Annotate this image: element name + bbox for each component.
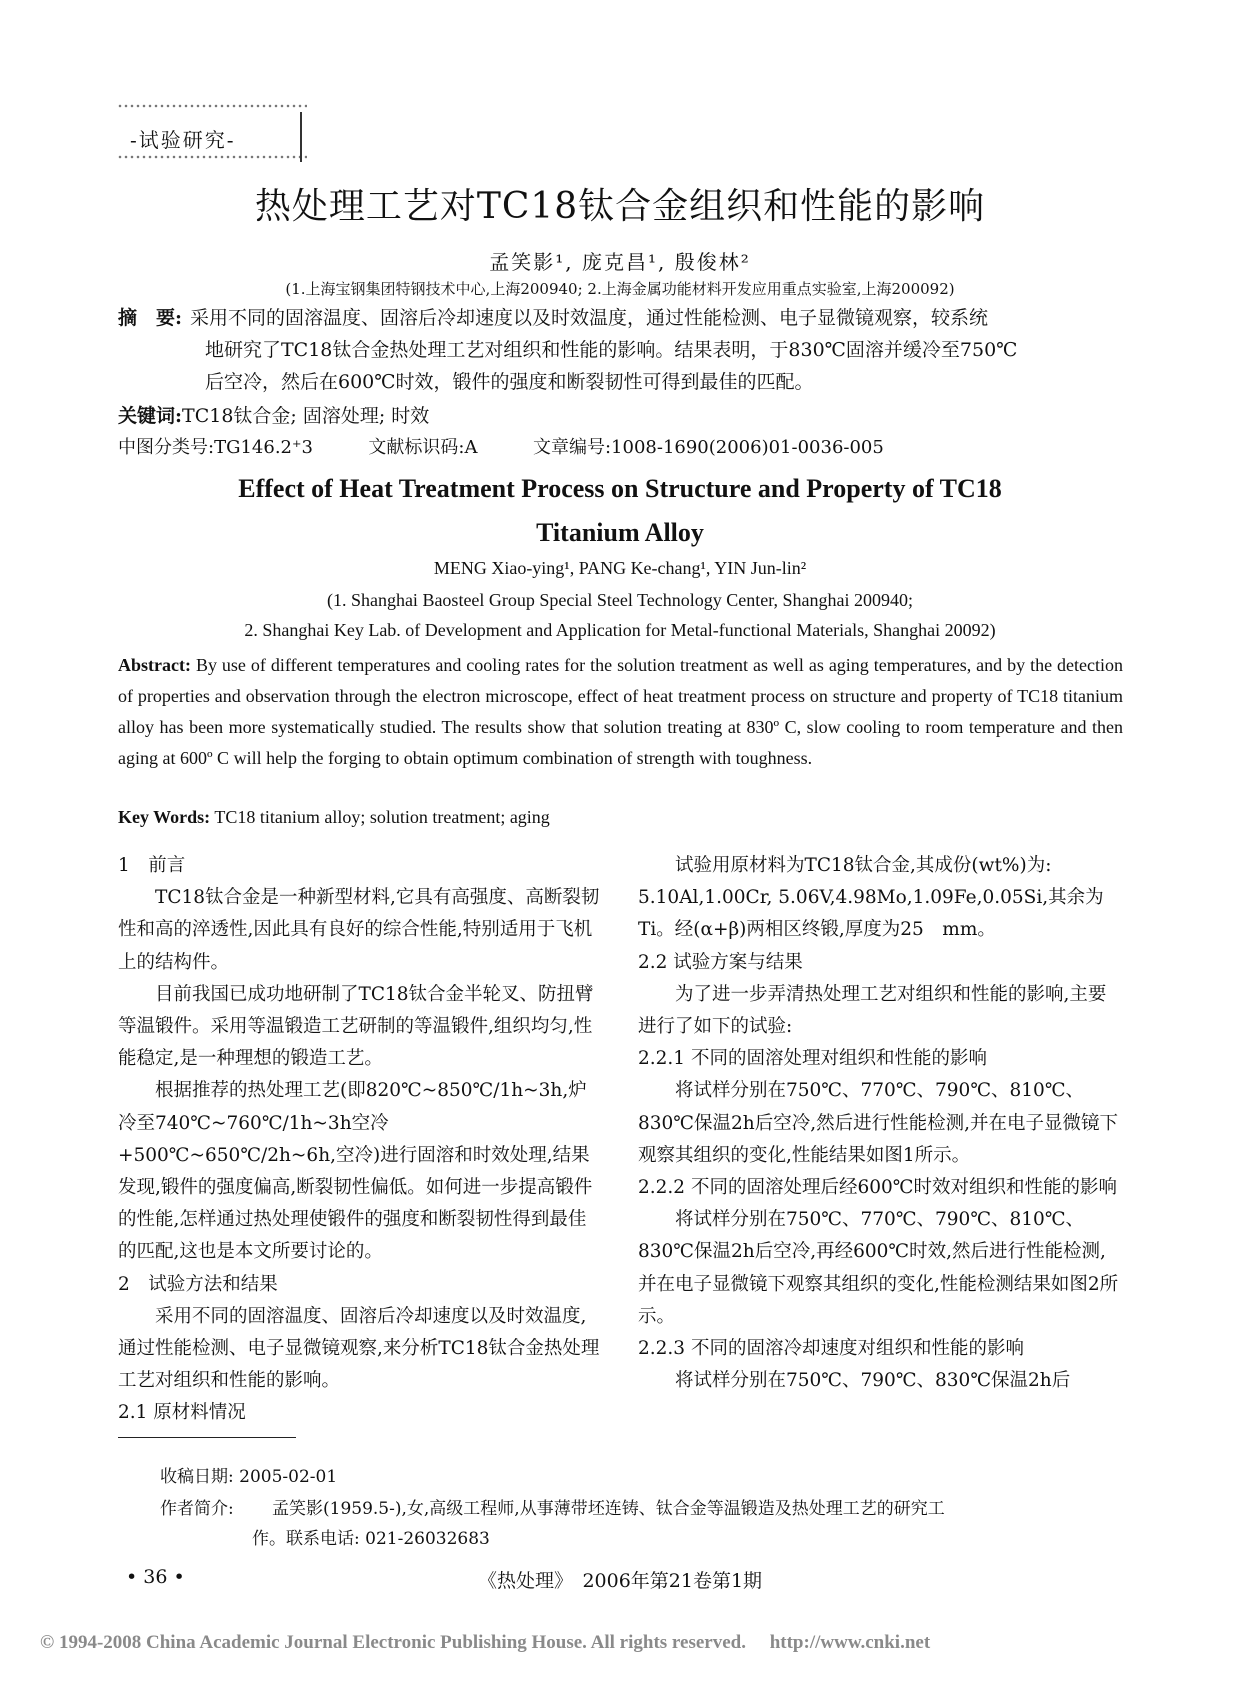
- page-title-cn: 热处理工艺对TC18钛合金组织和性能的影响: [254, 186, 986, 227]
- abstract-en-label: Abstract:: [118, 655, 191, 675]
- body-right-column: [638, 850, 1124, 1397]
- abstract-en-text: By use of different temperatures and cooling rates for the solution treatment as well as aging temperatures, and by the detection of properties and observation through the electron microscope, effect of heat treatment process on structure and property of TC18 titanium alloy has been more systematically studied. The results show that solution treating at 830º C, slow cooling to room temperature and then aging at 600º C will help the forging to obtain optimum combination of strength with toughness.: [118, 655, 1124, 768]
- article-no-value: 1008-1690(2006)01-0036-005: [611, 437, 884, 458]
- heading-2-2: 2.2 试验方案与结果: [638, 951, 803, 973]
- heading-2-2-2: 2.2.2 不同的固溶处理后经600℃时效对组织和性能的影响: [638, 1177, 1117, 1199]
- header-dots-top: [117, 103, 307, 109]
- keywords-en-text: TC18 titanium alloy; solution treatment; aging: [214, 807, 550, 827]
- heading-2-method: 2 试验方法和结果: [118, 1273, 278, 1295]
- abstract-en: [118, 650, 1123, 774]
- affiliations-en-line-2: 2. Shanghai Key Lab. of Development and Application for Metal-functional Materials, Shanghai 20092): [244, 620, 996, 640]
- clc-value: TG146.2⁺3: [214, 437, 313, 458]
- footnote-rule: [118, 1437, 296, 1438]
- paragraph: 将试样分别在750℃、770℃、790℃、810℃、830℃保温2h后空冷,再经600℃时效,然后进行性能检测,并在电子显微镜下观察其组织的变化,性能检测结果如图2所示。: [638, 1209, 1119, 1327]
- authors-cn: 孟笑影¹, 庞克昌¹, 殷俊林²: [489, 250, 751, 274]
- classification-line: [118, 432, 884, 464]
- received-date: 收稿日期: 2005-02-01: [160, 1467, 338, 1487]
- keywords-cn-text: TC18钛合金; 固溶处理; 时效: [182, 405, 430, 427]
- author-bio-text: 孟笑影(1959.5-),女,高级工程师,从事薄带坯连铸、钛合金等温锻造及热处理工艺的研究工: [272, 1499, 945, 1519]
- paragraph: 目前我国已成功地研制了TC18钛合金半轮叉、防扭臂等温锻件。采用等温锻造工艺研制的等温锻件,组织均匀,性能稳定,是一种理想的锻造工艺。: [118, 983, 594, 1070]
- doc-code-value: A: [464, 437, 478, 458]
- article-no-label: 文章编号:: [532, 437, 612, 458]
- heading-2-1-materials: 2.1 原材料情况: [118, 1402, 246, 1424]
- header-dots-bottom: [117, 154, 307, 160]
- author-bio-label: 作者简介:: [160, 1499, 234, 1519]
- page-title-en-line-1: Effect of Heat Treatment Process on Structure and Property of TC18: [238, 474, 1002, 503]
- heading-2-2-1: 2.2.1 不同的固溶处理对组织和性能的影响: [638, 1048, 987, 1070]
- paragraph: 采用不同的固溶温度、固溶后冷却速度以及时效温度,通过性能检测、电子显微镜观察,来分析TC18钛合金热处理工艺对组织和性能的影响。: [118, 1305, 600, 1392]
- affiliations-cn: (1.上海宝钢集团特钢技术中心,上海200940; 2.上海金属功能材料开发应用重点实验室,上海200092): [285, 280, 955, 298]
- clc-label: 中图分类号:: [118, 437, 215, 458]
- paragraph: 为了进一步弄清热处理工艺对组织和性能的影响,主要进行了如下的试验:: [638, 983, 1107, 1038]
- heading-1-intro: 1 前言: [118, 855, 186, 876]
- paragraph: TC18钛合金是一种新型材料,它具有高强度、高断裂韧性和高的淬透性,因此具有良好的综合性能,特别适用于飞机上的结构件。: [118, 887, 600, 973]
- abstract-cn-line-3: 后空冷，然后在600℃时效，锻件的强度和断裂韧性可得到最佳的匹配。: [205, 371, 814, 393]
- keywords-en: [118, 807, 550, 828]
- authors-en: MENG Xiao-ying¹, PANG Ke-chang¹, YIN Jun-lin²: [433, 558, 807, 578]
- keywords-cn-label: 关键词:: [118, 405, 183, 427]
- author-bio-text-2: 作。联系电话: 021-26032683: [252, 1529, 490, 1549]
- page-title-en-line-2: Titanium Alloy: [536, 518, 704, 547]
- abstract-cn-line-2: 地研究了TC18钛合金热处理工艺对组织和性能的影响。结果表明，于830℃固溶并缓冷至750℃: [205, 339, 1018, 361]
- copyright-notice: © 1994-2008 China Academic Journal Electronic Publishing House. All rights reserved. http://www.cnki.net: [40, 1632, 931, 1653]
- affiliations-en-line-1: (1. Shanghai Baosteel Group Special Steel Technology Center, Shanghai 200940;: [326, 590, 914, 610]
- heading-2-2-3: 2.2.3 不同的固溶冷却速度对组织和性能的影响: [638, 1338, 1024, 1360]
- abstract-cn-line-1: 采用不同的固溶温度、固溶后冷却速度以及时效温度，通过性能检测、电子显微镜观察，较系统: [190, 307, 989, 329]
- keywords-en-label: Key Words:: [118, 807, 211, 827]
- section-label: -试验研究-: [130, 128, 236, 152]
- header-divider: [300, 112, 302, 162]
- paragraph: 将试样分别在750℃、790℃、830℃保温2h后: [675, 1370, 1071, 1392]
- paragraph: 根据推荐的热处理工艺(即820℃~850℃/1h~3h,炉冷至740℃~760℃/1h~3h空冷+500℃~650℃/2h~6h,空冷)进行固溶和时效处理,结果发现,锻件的强度偏高,断裂韧性偏低。如何进一步提高锻件的性能,怎样通过热处理使锻件的强度和断裂韧性得到最佳的匹配,这也是本文所要讨论的。: [118, 1080, 593, 1263]
- paragraph: 试验用原材料为TC18钛合金,其成份(wt%)为: 5.10Al,1.00Cr, 5.06V,4.98Mo,1.09Fe,0.05Si,其余为Ti。经(α+β)两相区终锻,厚度为25 mm。: [638, 855, 1104, 941]
- abstract-cn-label: 摘 要:: [118, 307, 183, 329]
- keywords-cn: [118, 400, 429, 432]
- page-number: • 36 •: [126, 1566, 185, 1588]
- paragraph: 将试样分别在750℃、770℃、790℃、810℃、830℃保温2h后空冷,然后进行性能检测,并在电子显微镜下观察其组织的变化,性能结果如图1所示。: [638, 1080, 1118, 1166]
- body-left-column: [118, 850, 604, 1430]
- doc-code-label: 文献标识码:: [368, 437, 465, 458]
- journal-issue: 《热处理》 2006年第21卷第1期: [477, 1570, 763, 1592]
